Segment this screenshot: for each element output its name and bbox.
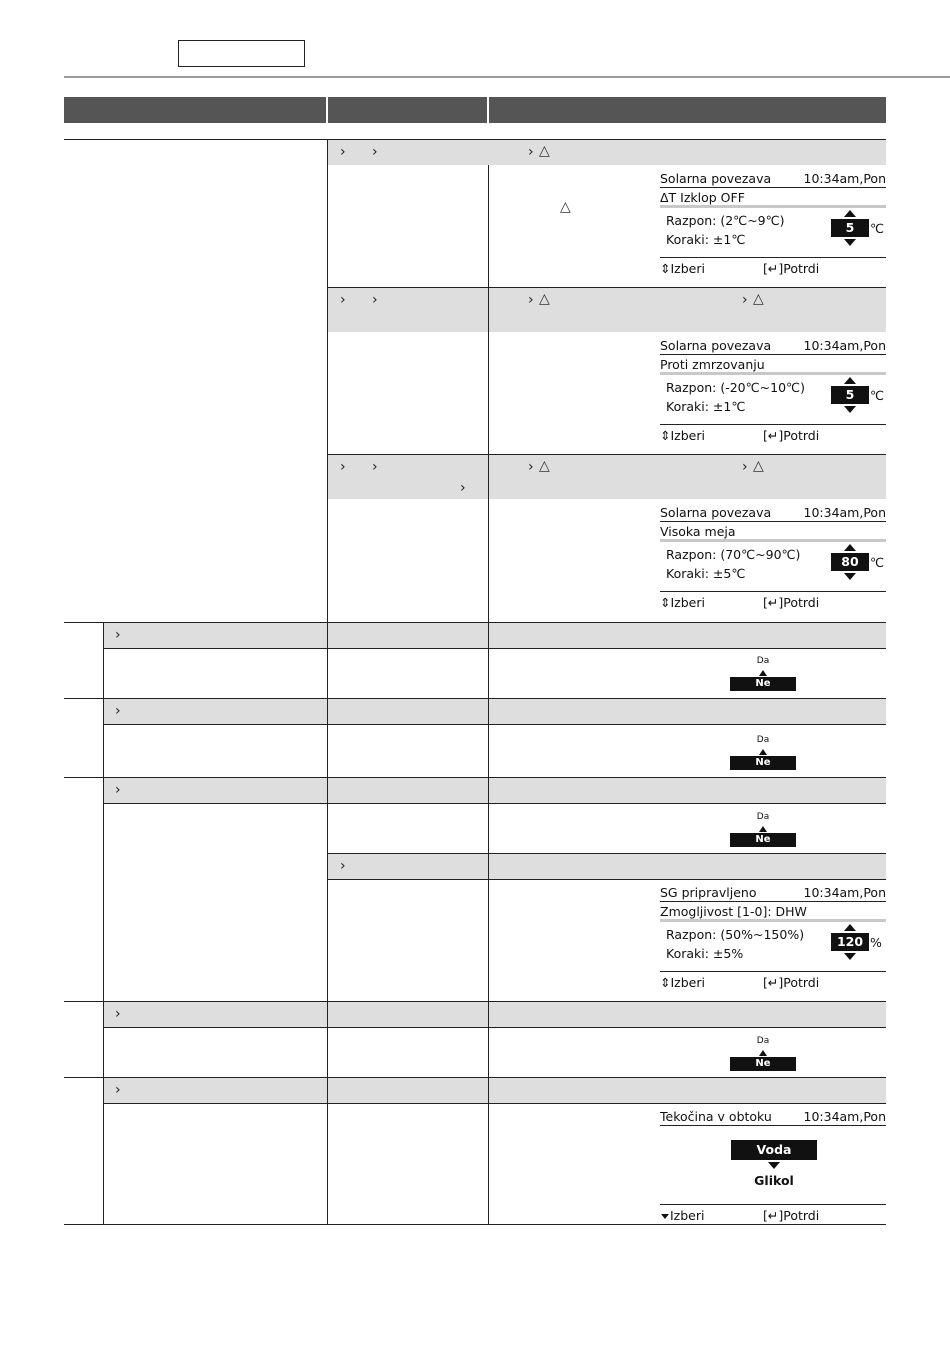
path-bar-e bbox=[103, 1078, 886, 1103]
chevron-icon: › bbox=[115, 1006, 121, 1022]
lcd-screen-solar-freeze bbox=[660, 337, 886, 447]
select-hint: ⇕Izberi bbox=[660, 428, 705, 443]
column-divider bbox=[103, 623, 104, 1225]
column-divider bbox=[488, 165, 489, 1225]
lcd-footer bbox=[660, 257, 886, 277]
chevron-icon: › bbox=[528, 292, 534, 308]
triangle-icon: △ bbox=[539, 458, 550, 474]
chevron-icon: › bbox=[340, 292, 346, 308]
row-divider bbox=[103, 724, 886, 725]
arrow-down-icon[interactable] bbox=[844, 406, 856, 413]
chevron-icon: › bbox=[742, 459, 748, 475]
select-hint: ⇕Izberi bbox=[660, 975, 705, 990]
lcd-subtitle: Visoka meja bbox=[660, 524, 886, 542]
yes-no-selector[interactable] bbox=[730, 735, 796, 773]
fluid-other-option[interactable]: Glikol bbox=[754, 1173, 794, 1188]
lcd-time: 10:34am,Pon bbox=[803, 171, 886, 186]
lcd-unit: ℃ bbox=[870, 221, 885, 236]
arrow-up-icon[interactable] bbox=[844, 544, 856, 551]
path-bar-solar-1 bbox=[328, 140, 886, 165]
chevron-icon: › bbox=[115, 627, 121, 643]
chevron-icon: › bbox=[372, 459, 378, 475]
lcd-range: Razpon: (70℃~90℃) bbox=[666, 547, 801, 562]
chevron-icon: › bbox=[115, 1082, 121, 1098]
option-yes[interactable]: Da bbox=[756, 812, 770, 822]
path-bar-solar-3 bbox=[328, 455, 886, 499]
option-yes[interactable]: Da bbox=[756, 656, 770, 666]
lcd-title: Tekočina v obtoku bbox=[660, 1109, 772, 1124]
lcd-screen-solar-high bbox=[660, 504, 886, 614]
select-hint: ⇕Izberi bbox=[660, 261, 705, 276]
lcd-title: Solarna povezava bbox=[660, 505, 772, 520]
lcd-screen-solar-off bbox=[660, 170, 886, 280]
lcd-header bbox=[660, 1108, 886, 1126]
table-header-col1 bbox=[64, 97, 326, 123]
lcd-range: Razpon: (-20℃~10℃) bbox=[666, 380, 805, 395]
lcd-subtitle: ΔT Izklop OFF bbox=[660, 190, 886, 208]
chevron-icon: › bbox=[340, 858, 346, 874]
lcd-value[interactable]: 5 bbox=[831, 386, 869, 404]
path-bar-c2 bbox=[328, 854, 886, 879]
chevron-icon: › bbox=[115, 703, 121, 719]
lcd-time: 10:34am,Pon bbox=[803, 505, 886, 520]
lcd-title: SG pripravljeno bbox=[660, 885, 757, 900]
arrow-up-icon[interactable] bbox=[844, 210, 856, 217]
select-hint: ⇕Izberi bbox=[660, 595, 705, 610]
chevron-icon: › bbox=[372, 144, 378, 160]
row-divider bbox=[103, 1027, 886, 1028]
table-header-col2 bbox=[328, 97, 487, 123]
table-header-col3 bbox=[489, 97, 886, 123]
lcd-time: 10:34am,Pon bbox=[803, 1109, 886, 1124]
yes-no-selector[interactable] bbox=[730, 656, 796, 694]
lcd-time: 10:34am,Pon bbox=[803, 885, 886, 900]
lcd-time: 10:34am,Pon bbox=[803, 338, 886, 353]
column-divider bbox=[327, 140, 328, 1225]
row-divider bbox=[328, 454, 886, 455]
lcd-header bbox=[660, 170, 886, 188]
arrow-down-icon[interactable] bbox=[768, 1162, 780, 1169]
row-divider bbox=[64, 1224, 886, 1225]
lcd-steps: Koraki: ±5℃ bbox=[666, 566, 746, 581]
chevron-icon: › bbox=[340, 459, 346, 475]
option-yes[interactable]: Da bbox=[756, 1036, 770, 1046]
fluid-selected-option[interactable]: Voda bbox=[731, 1140, 817, 1160]
lcd-value[interactable]: 80 bbox=[831, 553, 869, 571]
option-no[interactable]: Ne bbox=[730, 833, 796, 847]
path-bar-a bbox=[103, 623, 886, 648]
lcd-footer bbox=[660, 1204, 886, 1224]
lcd-steps: Koraki: ±1℃ bbox=[666, 399, 746, 414]
lcd-footer bbox=[660, 424, 886, 444]
lcd-header bbox=[660, 504, 886, 522]
row-divider bbox=[328, 287, 886, 288]
arrow-up-icon bbox=[759, 1050, 767, 1056]
triangle-icon: △ bbox=[560, 199, 571, 215]
confirm-hint: [↵]Potrdi bbox=[763, 428, 820, 443]
arrow-up-icon[interactable] bbox=[844, 377, 856, 384]
confirm-hint: [↵]Potrdi bbox=[763, 261, 820, 276]
triangle-icon: △ bbox=[753, 291, 764, 307]
lcd-footer bbox=[660, 971, 886, 991]
confirm-hint: [↵]Potrdi bbox=[763, 1208, 820, 1223]
lcd-unit: % bbox=[870, 935, 882, 950]
option-no[interactable]: Ne bbox=[730, 756, 796, 770]
arrow-down-icon[interactable] bbox=[844, 239, 856, 246]
lcd-value[interactable]: 5 bbox=[831, 219, 869, 237]
row-divider bbox=[103, 803, 886, 804]
arrow-up-icon bbox=[759, 670, 767, 676]
path-bar-solar-2 bbox=[328, 288, 886, 332]
option-yes[interactable]: Da bbox=[756, 735, 770, 745]
option-no[interactable]: Ne bbox=[730, 1057, 796, 1071]
lcd-subtitle: Proti zmrzovanju bbox=[660, 357, 886, 375]
yes-no-selector[interactable] bbox=[730, 1036, 796, 1074]
arrow-up-icon[interactable] bbox=[844, 924, 856, 931]
lcd-footer bbox=[660, 591, 886, 611]
top-rule bbox=[64, 76, 950, 78]
lcd-screen-sg-ready bbox=[660, 884, 886, 994]
lcd-header bbox=[660, 337, 886, 355]
lcd-steps: Koraki: ±1℃ bbox=[666, 232, 746, 247]
lcd-range: Razpon: (50%~150%) bbox=[666, 927, 805, 942]
lcd-steps: Koraki: ±5% bbox=[666, 946, 744, 961]
triangle-icon: △ bbox=[539, 143, 550, 159]
row-divider bbox=[103, 1103, 886, 1104]
chevron-icon: › bbox=[528, 144, 534, 160]
lcd-screen-fluid bbox=[660, 1108, 886, 1223]
lcd-title: Solarna povezava bbox=[660, 338, 772, 353]
lcd-unit: ℃ bbox=[870, 555, 885, 570]
triangle-icon: △ bbox=[753, 458, 764, 474]
chevron-icon: › bbox=[372, 292, 378, 308]
chevron-icon: › bbox=[115, 782, 121, 798]
lcd-header bbox=[660, 884, 886, 902]
lcd-range: Razpon: (2℃~9℃) bbox=[666, 213, 785, 228]
chevron-icon: › bbox=[528, 459, 534, 475]
yes-no-selector[interactable] bbox=[730, 812, 796, 850]
arrow-down-icon[interactable] bbox=[844, 953, 856, 960]
path-bar-c bbox=[103, 778, 886, 803]
lcd-title: Solarna povezava bbox=[660, 171, 772, 186]
lcd-value[interactable]: 120 bbox=[831, 933, 869, 951]
chevron-icon: › bbox=[742, 292, 748, 308]
arrow-up-icon bbox=[759, 826, 767, 832]
chevron-icon: › bbox=[340, 144, 346, 160]
option-no[interactable]: Ne bbox=[730, 677, 796, 691]
row-divider bbox=[328, 879, 886, 880]
path-bar-b bbox=[103, 699, 886, 724]
select-hint: Izberi bbox=[670, 1208, 705, 1223]
lcd-subtitle: Zmogljivost [1-0]: DHW bbox=[660, 904, 886, 922]
arrow-up-icon bbox=[759, 749, 767, 755]
chevron-icon: › bbox=[460, 480, 466, 496]
lcd-unit: ℃ bbox=[870, 388, 885, 403]
triangle-icon: △ bbox=[539, 291, 550, 307]
confirm-hint: [↵]Potrdi bbox=[763, 975, 820, 990]
path-bar-d bbox=[103, 1002, 886, 1027]
row-divider bbox=[103, 648, 886, 649]
confirm-hint: [↵]Potrdi bbox=[763, 595, 820, 610]
arrow-down-icon[interactable] bbox=[844, 573, 856, 580]
section-tag-box bbox=[178, 40, 305, 67]
arrow-down-icon bbox=[661, 1214, 669, 1219]
